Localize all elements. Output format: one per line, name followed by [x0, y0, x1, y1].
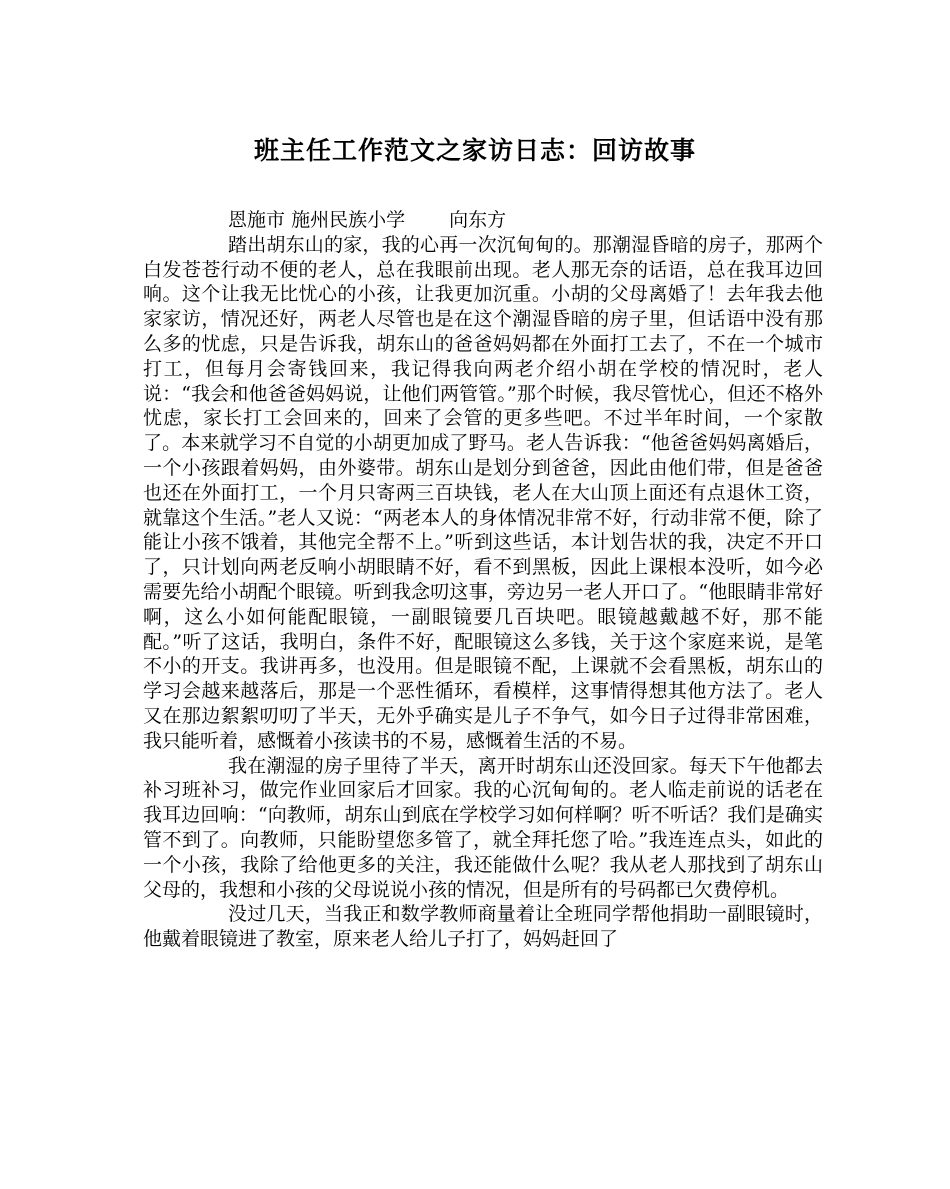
- byline-location: 恩施市: [228, 209, 286, 231]
- paragraph: 没过几天，当我正和数学教师商量着让全班同学帮他捐助一副眼镜时，他戴着眼镜进了教室，原来老人给儿子打了，妈妈赶回了: [143, 903, 823, 951]
- paragraph: 踏出胡东山的家，我的心再一次沉甸甸的。那潮湿昏暗的房子，那两个白发苍苍行动不便的老人，总在我眼前出现。老人那无奈的话语，总在我耳边回响。这个让我无比忧心的小孩，让我更加沉重。小胡的父母离婚了！去年我去他家家访，情况还好，两老人尽管也是在这个潮湿昏暗的房子里，但话语中没有那么多的忧虑，只是告诉我，胡东山的爸爸妈妈都在外面打工去了，不在一个城市打工，但每月会寄钱回来，我记得我向两老介绍小胡在学校的情况时，老人说：“我会和他爸爸妈妈说，让他们两管管。”那个时候，我尽管忧心，但还不格外忧虑，家长打工会回来的，回来了会管的更多些吧。不过半年时间，一个家散了。本来就学习不自觉的小胡更加成了野马。老人告诉我：“他爸爸妈妈离婚后，一个小孩跟着妈妈，由外婆带。胡东山是划分到爸爸，因此由他们带，但是爸爸也还在外面打工，一个月只寄两三百块钱，老人在大山顶上面还有点退休工资，就靠这个生活。”老人又说：“两老本人的身体情况非常不好，行动非常不便，除了能让小孩不饿着，其他完全帮不上。”听到这些话，本计划告状的我，决定不开口了，只计划向两老反响小胡眼睛不好，看不到黑板，因此上课根本没听，如今必需要先给小胡配个眼镜。听到我念叨这事，旁边另一老人开口了。“他眼睛非常好啊，这么小如何能配眼镜，一副眼镜要几百块吧。眼镜越戴越不好，那不能配。”听了这话，我明白，条件不好，配眼镜这么多钱，关于这个家庭来说，是笔不小的开支。我讲再多，也没用。但是眼镜不配，上课就不会看黑板，胡东山的学习会越来越落后，那是一个恶性循环，看模样，这事情得想其他方法了。老人又在那边絮絮叨叨了半天，无外乎确实是儿子不争气，如今日子过得非常困难，我只能听着，感慨着小孩读书的不易，感慨着生活的不易。: [143, 233, 823, 752]
- byline-author: 向东方: [449, 209, 507, 231]
- byline-school: 施州民族小学: [291, 209, 406, 231]
- document-title: 班主任工作范文之家访日志：回访故事: [253, 136, 696, 165]
- document-body: [143, 208, 823, 952]
- byline: [143, 208, 823, 233]
- paragraph: 我在潮湿的房子里待了半天，离开时胡东山还没回家。每天下午他都去补习班补习，做完作业回家后才回家。我的心沉甸甸的。老人临走前说的话老在我耳边回响：“向教师，胡东山到底在学校学习如何样啊？听不听话？我们是确实管不到了。向教师，只能盼望您多管了，就全拜托您了哈。”我连连点头，如此的一个小孩，我除了给他更多的关注，我还能做什么呢？我从老人那找到了胡东山父母的，我想和小孩的父母说说小孩的情况，但是所有的号码都已欠费停机。: [143, 754, 823, 901]
